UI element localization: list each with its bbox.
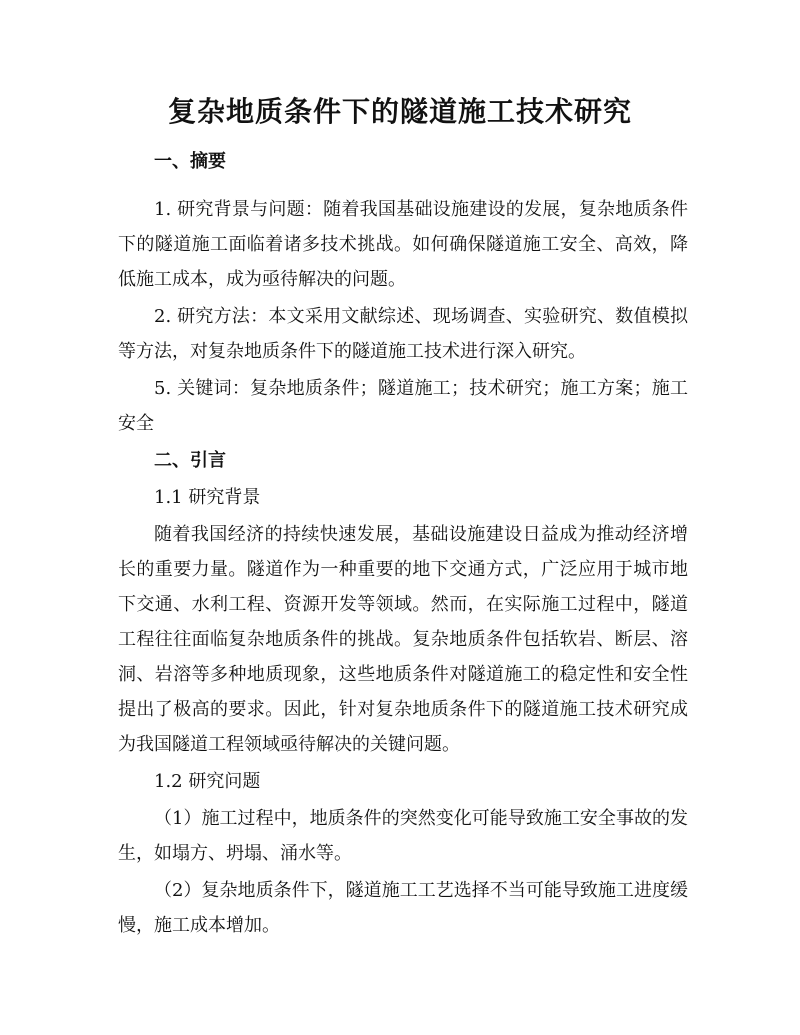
background-paragraph: 随着我国经济的持续快速发展，基础设施建设日益成为推动经济增长的重要力量。隧道作为一种重要的地下交通方式，广泛应用于城市地下交通、水利工程、资源开发等领域。然而，在实际施工过程中，隧道工程往往面临复杂地质条件的挑战。复杂地质条件包括软岩、断层、溶洞、岩溶等多种地质现象，这些地质条件对隧道施工的稳定性和安全性提出了极高的要求。因此，针对复杂地质条件下的隧道施工技术研究成为我国隧道工程领域亟待解决的关键问题。 — [118, 524, 688, 755]
problem-item-2: （2）复杂地质条件下，隧道施工工艺选择不当可能导致施工进度缓慢，施工成本增加。 — [118, 880, 688, 936]
abstract-item-method: 2. 研究方法：本文采用文献综述、现场调查、实验研究、数值模拟等方法，对复杂地质条件下的隧道施工技术进行深入研究。 — [118, 306, 688, 362]
subsection-heading-1-2: 1.2 研究问题 — [154, 771, 261, 792]
document-body — [118, 150, 688, 945]
abstract-item-keywords: 5. 关键词：复杂地质条件；隧道施工；技术研究；施工方案；施工安全 — [118, 378, 688, 434]
section-heading-abstract: 一、摘要 — [154, 151, 226, 172]
subsection-heading-1-1: 1.1 研究背景 — [154, 487, 261, 508]
section-heading-introduction: 二、引言 — [154, 450, 226, 471]
problem-item-1: （1）施工过程中，地质条件的突然变化可能导致施工安全事故的发生，如塌方、坍塌、涌水等。 — [118, 808, 688, 864]
document-title: 复杂地质条件下的隧道施工技术研究 — [167, 95, 632, 128]
abstract-item-background: 1. 研究背景与问题：随着我国基础设施建设的发展，复杂地质条件下的隧道施工面临着诸多技术挑战。如何确保隧道施工安全、高效，降低施工成本，成为亟待解决的问题。 — [118, 199, 688, 290]
